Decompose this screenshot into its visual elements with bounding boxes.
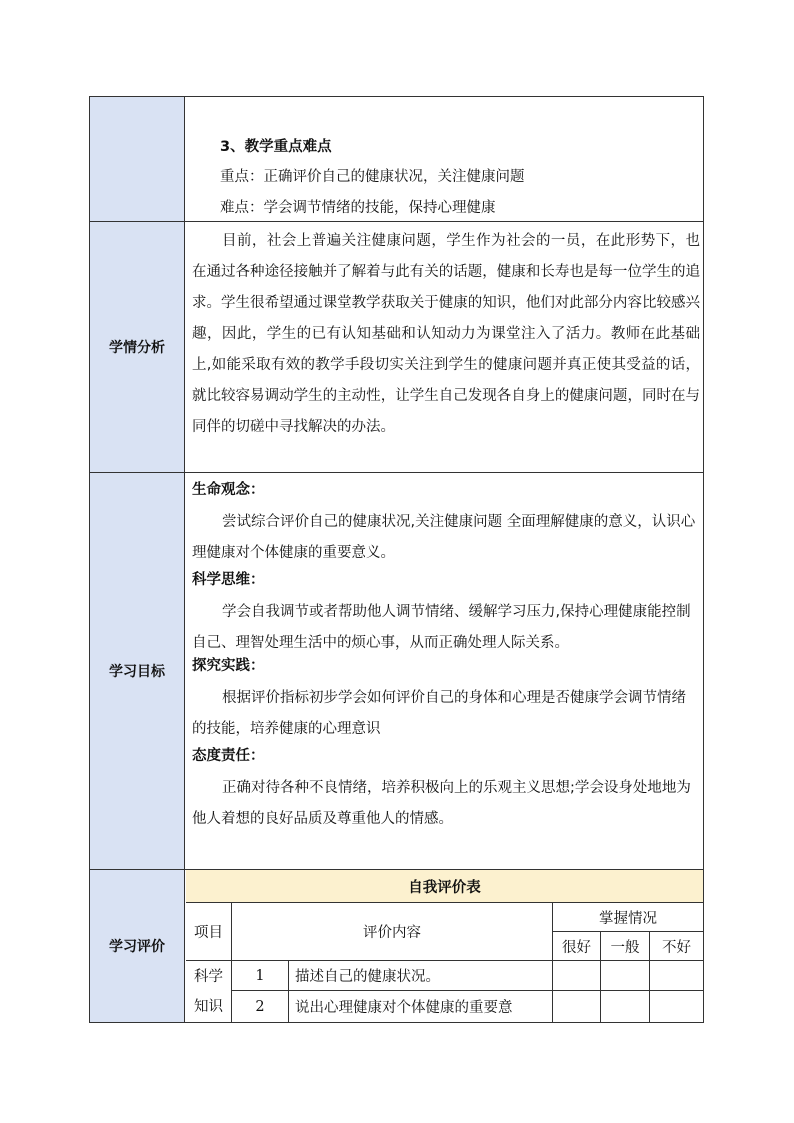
row3-label: 学习目标 <box>109 664 165 680</box>
student-analysis-paragraph: 目前，社会上普遍关注健康问题，学生作为社会的一员，在此形势下，也在通过各种途径接触并了解着与此有关的话题，健康和长寿也是每一位学生的追求。学生很希望通过课堂教学获取关于健康的知识，他们对此部分内容比较感兴趣，因此，学生的已有认知基础和认知动力为课堂注入了活力。教师在此基础上,如能采取有效的教学手段切实关注到学生的健康问题并真正使其受益的话，就比较容易调动学生的主动性，让学生自己发现各自身上的健康问题，同时在与同伴的切磋中寻找解决的办法。 <box>192 233 700 435</box>
goal-body: 学会自我调节或者帮助他人调节情绪、缓解学习压力,保持心理健康能控制自己、理智处理生活中的烦心事，从而正确处理人际关系。 <box>192 604 691 651</box>
eval-line <box>600 932 601 1022</box>
category-label: 科学 <box>194 968 223 985</box>
row2-label: 学情分析 <box>109 340 165 356</box>
row4-label: 学习评价 <box>109 939 165 955</box>
goal-section-thinking <box>192 569 700 659</box>
eval-row-number: 2 <box>255 998 265 1015</box>
eval-line <box>288 961 289 1022</box>
goal-section-attitude <box>192 745 700 835</box>
eval-line <box>552 903 553 1022</box>
col-header-content: 评价内容 <box>363 925 421 941</box>
goal-body: 根据评价指标初步学会如何评价自己的身体和心理是否健康学会调节情绪的技能，培养健康的心理意识 <box>192 690 686 737</box>
col-header-item: 项目 <box>194 925 223 941</box>
col-header-mastery: 掌握情况 <box>599 910 657 927</box>
row3-label-cell <box>90 473 185 869</box>
key-points-cell <box>186 97 703 221</box>
eval-row-text: 描述自己的健康状况。 <box>295 969 440 985</box>
row1-label-cell <box>90 97 185 221</box>
student-analysis-cell <box>186 222 703 472</box>
self-evaluation-title: 自我评价表 <box>186 870 703 902</box>
goal-section-practice <box>192 655 700 745</box>
category-label: 知识 <box>194 998 223 1015</box>
goal-body: 尝试综合评价自己的健康状况,关注健康问题 全面理解健康的意义，认识心理健康对个体健康的重要意义。 <box>192 514 696 561</box>
goal-section-life <box>192 479 700 569</box>
lesson-plan-table <box>89 96 704 1023</box>
level-poor: 不好 <box>662 939 691 956</box>
goal-heading: 生命观念： <box>192 482 265 498</box>
eval-line <box>649 932 650 1022</box>
key-points-heading: 3、教学重点难点 <box>220 139 332 155</box>
goal-heading: 科学思维： <box>192 572 265 588</box>
level-average: 一般 <box>610 939 640 956</box>
row2-label-cell <box>90 222 185 472</box>
goal-heading: 态度责任： <box>192 748 265 764</box>
goal-body: 正确对待各种不良情绪，培养积极向上的乐观主义思想;学会设身处地地为他人着想的良好品质及尊重他人的情感。 <box>192 780 691 827</box>
difficulty-text: 难点：学会调节情绪的技能，保持心理健康 <box>220 200 496 216</box>
goal-heading: 探究实践： <box>192 658 265 674</box>
eval-row-number: 1 <box>255 967 265 984</box>
learning-goals-cell <box>186 473 703 869</box>
level-very-good: 很好 <box>562 939 591 956</box>
eval-row-text: 说出心理健康对个体健康的重要意 <box>295 1000 513 1016</box>
key-point-text: 重点：正确评价自己的健康状况，关注健康问题 <box>220 169 525 185</box>
row4-label-cell <box>90 870 185 1022</box>
eval-line <box>231 903 232 1022</box>
